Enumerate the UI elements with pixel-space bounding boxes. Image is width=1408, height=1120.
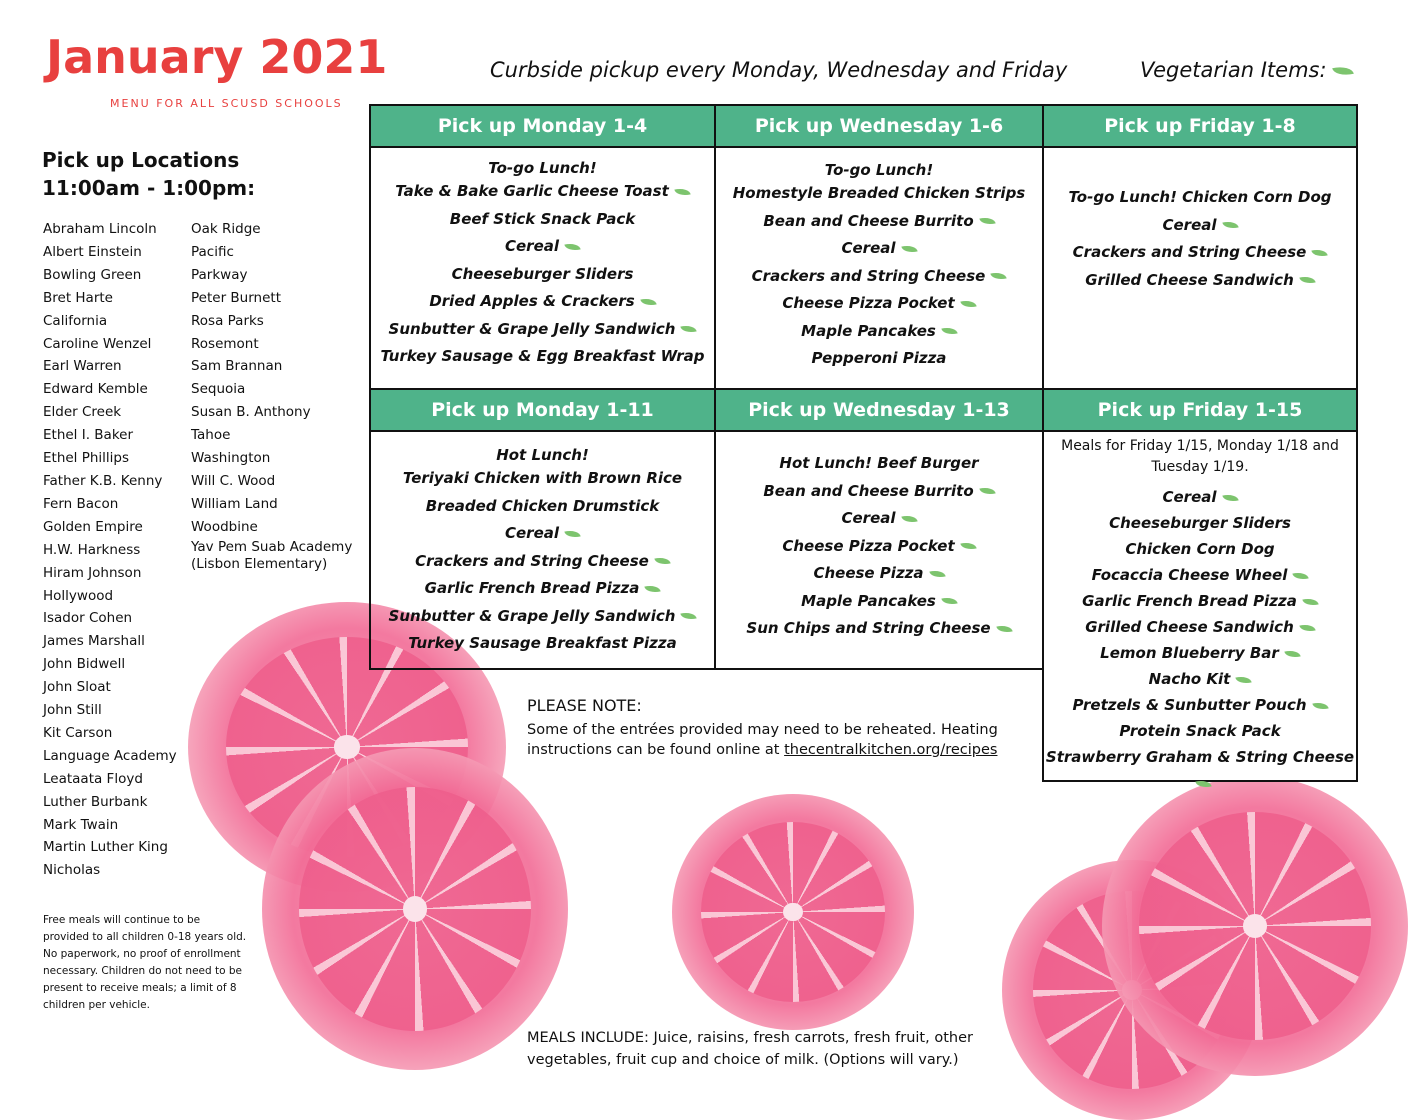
leaf-icon bbox=[681, 324, 697, 335]
curbside-text: Curbside pickup every Monday, Wednesday and Friday bbox=[490, 58, 1068, 82]
menu-item bbox=[371, 261, 714, 289]
leaf-icon bbox=[1299, 622, 1315, 633]
leaf-icon bbox=[1299, 275, 1315, 286]
leaf-icon bbox=[901, 513, 917, 524]
location-item: Edward Kemble bbox=[43, 381, 148, 398]
menu-item bbox=[716, 180, 1042, 208]
locations-list-col2 bbox=[191, 218, 356, 573]
menu-box-wednesday-1-13 bbox=[714, 388, 1044, 670]
menu-item bbox=[1044, 267, 1356, 295]
menu-item-label: Cheese Pizza Pocket bbox=[782, 536, 955, 555]
menu-item-label: To-go Lunch! bbox=[488, 159, 597, 177]
leaf-icon bbox=[901, 243, 917, 254]
menu-item-label: Sunbutter & Grape Jelly Sandwich bbox=[388, 319, 676, 338]
location-item: Earl Warren bbox=[43, 358, 122, 375]
menu-item bbox=[716, 533, 1042, 561]
location-item: Mark Twain bbox=[43, 816, 119, 833]
menu-item-label: Bean and Cheese Burrito bbox=[763, 211, 974, 230]
menu-item-label: Dried Apples & Crackers bbox=[429, 292, 635, 310]
location-item: Pacific bbox=[191, 243, 234, 260]
location-item: Luther Burbank bbox=[43, 793, 148, 810]
menu-item-label: Turkey Sausage Breakfast Pizza bbox=[408, 634, 677, 652]
leaf-icon bbox=[654, 556, 670, 567]
leaf-icon bbox=[1312, 700, 1328, 711]
grapefruit-slice-image bbox=[672, 794, 914, 1030]
menu-items bbox=[716, 450, 1042, 643]
menu-item-label: Beef Stick Snack Pack bbox=[449, 209, 636, 228]
meals-include-text: MEALS INCLUDE: Juice, raisins, fresh carrots, fresh fruit, other vegetables, fruit cup and choice of milk. (Options will vary.) bbox=[527, 1030, 973, 1068]
menu-item-label: Cheese Pizza bbox=[813, 564, 924, 582]
menu-item-label: Crackers and String Cheese bbox=[1072, 243, 1307, 261]
please-note-body bbox=[527, 720, 1027, 760]
menu-item-label: Cereal bbox=[504, 524, 560, 542]
menu-item bbox=[1044, 239, 1356, 267]
menu-item bbox=[1044, 510, 1356, 536]
leaf-icon bbox=[996, 623, 1012, 634]
location-item: Elder Creek bbox=[43, 404, 122, 421]
page-subtitle: MENU FOR ALL SCUSD SCHOOLS bbox=[110, 97, 343, 110]
leaf-icon bbox=[564, 241, 580, 252]
menu-item bbox=[371, 465, 714, 493]
location-item: Bowling Green bbox=[43, 266, 142, 283]
location-item: John Still bbox=[43, 702, 102, 719]
menu-header: Pick up Wednesday 1-6 bbox=[716, 106, 1042, 148]
menu-item bbox=[371, 233, 714, 261]
menu-item bbox=[371, 206, 714, 234]
menu-item bbox=[716, 318, 1042, 346]
location-item: Martin Luther King bbox=[43, 839, 168, 856]
location-item: Yav Pem Suab Academy (Lisbon Elementary) bbox=[191, 538, 353, 572]
menu-item bbox=[1044, 184, 1356, 212]
menu-item bbox=[1044, 692, 1356, 718]
menu-item-label: Maple Pancakes bbox=[801, 591, 936, 610]
menu-item bbox=[716, 588, 1042, 616]
menu-item bbox=[371, 158, 714, 178]
leaf-icon bbox=[1293, 570, 1309, 581]
leaf-icon bbox=[960, 541, 976, 552]
menu-item-label: Maple Pancakes bbox=[801, 321, 936, 340]
menu-item-label: Cereal bbox=[1162, 215, 1217, 234]
locations-heading: Pick up Locations bbox=[42, 148, 240, 172]
location-item: Bret Harte bbox=[43, 289, 113, 306]
location-item: William Land bbox=[191, 495, 278, 512]
location-item: Sam Brannan bbox=[191, 358, 283, 375]
menu-items-wrap bbox=[1044, 436, 1356, 796]
menu-box-monday-1-11 bbox=[369, 388, 716, 670]
menu-item-label: To-go Lunch! bbox=[824, 161, 934, 179]
menu-item-label: Chicken Corn Dog bbox=[1125, 540, 1275, 558]
menu-header: Pick up Friday 1-15 bbox=[1044, 390, 1356, 432]
menu-box-monday-1-4 bbox=[369, 104, 716, 390]
menu-item bbox=[371, 520, 714, 548]
location-item: Nicholas bbox=[43, 862, 101, 879]
menu-item-label: Breaded Chicken Drumstick bbox=[425, 496, 660, 515]
menu-item bbox=[371, 575, 714, 603]
leaf-icon bbox=[1284, 648, 1300, 659]
menu-item bbox=[1044, 666, 1356, 692]
locations-list-col1 bbox=[43, 218, 183, 882]
menu-item bbox=[371, 548, 714, 576]
leaf-icon bbox=[960, 298, 976, 309]
menu-item bbox=[716, 450, 1042, 478]
menu-item-label: Pretzels & Sunbutter Pouch bbox=[1072, 696, 1307, 714]
menu-item-label: Garlic French Bread Pizza bbox=[1082, 592, 1297, 610]
menu-item-label: Grilled Cheese Sandwich bbox=[1085, 618, 1294, 636]
location-item: James Marshall bbox=[43, 633, 145, 650]
menu-item bbox=[1044, 536, 1356, 562]
menu-header: Pick up Monday 1-4 bbox=[371, 106, 714, 148]
location-item: Rosa Parks bbox=[191, 312, 264, 329]
leaf-icon bbox=[1312, 247, 1328, 258]
vegetarian-legend bbox=[1140, 58, 1353, 82]
location-item: Peter Burnett bbox=[191, 289, 281, 306]
menu-item-label: Cheese Pizza Pocket bbox=[782, 294, 955, 312]
menu-item-label: Cereal bbox=[1162, 488, 1217, 506]
menu-item bbox=[371, 316, 714, 344]
location-item: Father K.B. Kenny bbox=[43, 472, 163, 489]
menu-item-label: Strawberry Graham & String Cheese bbox=[1045, 748, 1355, 766]
location-item: Kit Carson bbox=[43, 724, 113, 741]
location-item: Susan B. Anthony bbox=[191, 404, 311, 421]
menu-items bbox=[371, 445, 714, 658]
menu-item bbox=[716, 478, 1042, 506]
menu-item-label: To-go Lunch! Chicken Corn Dog bbox=[1068, 188, 1332, 206]
menu-item bbox=[1044, 212, 1356, 240]
menu-item bbox=[1044, 562, 1356, 588]
please-note-text: Some of the entrées provided may need to be reheated. Heating instructions can be found online at bbox=[527, 722, 998, 758]
menu-header: Pick up Friday 1-8 bbox=[1044, 106, 1356, 148]
leaf-icon bbox=[674, 186, 690, 197]
menu-items bbox=[1044, 184, 1356, 294]
menu-item-label: Take & Bake Garlic Cheese Toast bbox=[395, 182, 669, 200]
menu-item bbox=[716, 505, 1042, 533]
menu-item-label: Cheeseburger Sliders bbox=[451, 264, 634, 283]
leaf-icon bbox=[1222, 220, 1238, 231]
location-item: Fern Bacon bbox=[43, 495, 119, 512]
leaf-icon bbox=[640, 296, 656, 307]
menu-item bbox=[1044, 484, 1356, 510]
menu-item-label: Lemon Blueberry Bar bbox=[1100, 644, 1279, 662]
location-item: Ethel Phillips bbox=[43, 450, 130, 467]
menu-header: Pick up Monday 1-11 bbox=[371, 390, 714, 432]
menu-item bbox=[1044, 744, 1356, 796]
grapefruit-slice-image bbox=[1102, 776, 1408, 1076]
leaf-icon bbox=[645, 583, 661, 594]
menu-items bbox=[371, 158, 714, 371]
menu-item bbox=[371, 178, 714, 206]
location-item: Golden Empire bbox=[43, 518, 143, 535]
location-item: Albert Einstein bbox=[43, 243, 142, 260]
location-item: Hiram Johnson bbox=[43, 564, 142, 581]
locations-hours: 11:00am - 1:00pm: bbox=[42, 176, 256, 200]
location-item: John Sloat bbox=[43, 679, 111, 696]
menu-item-label: Hot Lunch! Beef Burger bbox=[779, 454, 979, 472]
menu-item-label: Focaccia Cheese Wheel bbox=[1091, 566, 1288, 584]
leaf-icon bbox=[979, 486, 995, 497]
menu-item bbox=[716, 615, 1042, 643]
menu-item bbox=[1044, 614, 1356, 640]
leaf-icon bbox=[1236, 674, 1252, 685]
menu-item-label: Cereal bbox=[504, 237, 560, 255]
location-item: Abraham Lincoln bbox=[43, 221, 157, 237]
menu-item bbox=[716, 208, 1042, 236]
menu-item-label: Bean and Cheese Burrito bbox=[763, 481, 974, 500]
menu-items bbox=[1044, 484, 1356, 796]
menu-item bbox=[1044, 718, 1356, 744]
location-item: Isador Cohen bbox=[43, 610, 133, 627]
leaf-icon bbox=[941, 326, 957, 337]
menu-item bbox=[716, 560, 1042, 588]
location-item: H.W. Harkness bbox=[43, 541, 141, 558]
leaf-icon bbox=[1222, 492, 1238, 503]
menu-item-label: Crackers and String Cheese bbox=[415, 551, 649, 570]
location-item: Language Academy bbox=[43, 747, 177, 764]
menu-item-label: Turkey Sausage & Egg Breakfast Wrap bbox=[380, 347, 705, 365]
menu-item bbox=[371, 288, 714, 316]
leaf-icon bbox=[941, 596, 957, 607]
menu-item-label: Cheeseburger Sliders bbox=[1109, 514, 1291, 532]
recipes-link[interactable]: thecentralkitchen.org/recipes bbox=[784, 742, 998, 758]
menu-box-friday-1-8 bbox=[1042, 104, 1358, 390]
menu-item bbox=[371, 603, 714, 631]
menu-note: Meals for Friday 1/15, Monday 1/18 and Tuesday 1/19. bbox=[1061, 438, 1339, 475]
location-item: Oak Ridge bbox=[191, 221, 261, 237]
location-item: Woodbine bbox=[191, 518, 258, 535]
menu-item bbox=[371, 445, 714, 465]
menu-item bbox=[716, 345, 1042, 373]
please-note-title: PLEASE NOTE: bbox=[527, 696, 642, 715]
location-item: Hollywood bbox=[43, 587, 114, 604]
menu-item-label: Crackers and String Cheese bbox=[751, 266, 986, 285]
menu-item bbox=[716, 160, 1042, 180]
menu-item bbox=[716, 290, 1042, 318]
leaf-icon bbox=[979, 216, 995, 227]
menu-items bbox=[716, 160, 1042, 373]
menu-item bbox=[371, 630, 714, 658]
menu-box-wednesday-1-6 bbox=[714, 104, 1044, 390]
page-title: January 2021 bbox=[46, 30, 388, 84]
grapefruit-slice-image bbox=[262, 748, 568, 1070]
leaf-icon bbox=[1332, 64, 1354, 78]
location-item: Parkway bbox=[191, 266, 248, 283]
location-item: Sequoia bbox=[191, 381, 246, 398]
menu-item-label: Grilled Cheese Sandwich bbox=[1085, 270, 1294, 289]
menu-box-friday-1-15 bbox=[1042, 388, 1358, 782]
location-item: Rosemont bbox=[191, 335, 259, 352]
menu-item-label: Sunbutter & Grape Jelly Sandwich bbox=[388, 606, 676, 625]
location-item: Washington bbox=[191, 450, 271, 467]
menu-item bbox=[716, 263, 1042, 291]
menu-item-label: Cereal bbox=[841, 509, 896, 527]
menu-item-label: Garlic French Bread Pizza bbox=[424, 579, 640, 597]
menu-item-label: Protein Snack Pack bbox=[1119, 722, 1281, 740]
leaf-icon bbox=[929, 568, 945, 579]
location-item: Leataata Floyd bbox=[43, 770, 143, 787]
locations-title bbox=[42, 146, 255, 202]
menu-item-label: Cereal bbox=[841, 239, 896, 257]
location-item: California bbox=[43, 312, 108, 329]
menu-item-label: Homestyle Breaded Chicken Strips bbox=[732, 184, 1026, 202]
location-item: Will C. Wood bbox=[191, 472, 276, 489]
menu-header: Pick up Wednesday 1-13 bbox=[716, 390, 1042, 432]
location-item: Caroline Wenzel bbox=[43, 335, 152, 352]
leaf-icon bbox=[991, 271, 1007, 282]
leaf-icon bbox=[1302, 596, 1318, 607]
menu-item bbox=[371, 343, 714, 371]
menu-item-label: Sun Chips and String Cheese bbox=[746, 619, 991, 637]
location-item: Ethel I. Baker bbox=[43, 427, 134, 444]
leaf-icon bbox=[681, 611, 697, 622]
free-meals-note: Free meals will continue to be provided to all children 0-18 years old. No paperwork, no proof of enrollment necessary. Children do not need to be present to receive meals; a limit of 8 children per vehicle. bbox=[43, 914, 247, 1011]
menu-item-label: Teriyaki Chicken with Brown Rice bbox=[402, 469, 683, 487]
menu-item bbox=[1044, 588, 1356, 614]
menu-item-label: Hot Lunch! bbox=[496, 446, 589, 464]
menu-item-label: Pepperoni Pizza bbox=[811, 349, 947, 367]
location-item: Tahoe bbox=[191, 427, 231, 444]
menu-item bbox=[1044, 640, 1356, 666]
menu-item bbox=[371, 493, 714, 521]
leaf-icon bbox=[1195, 778, 1211, 789]
vegetarian-label: Vegetarian Items: bbox=[1140, 58, 1327, 82]
leaf-icon bbox=[564, 528, 580, 539]
location-item: John Bidwell bbox=[43, 656, 126, 673]
menu-item-label: Nacho Kit bbox=[1148, 670, 1231, 688]
menu-item bbox=[716, 235, 1042, 263]
